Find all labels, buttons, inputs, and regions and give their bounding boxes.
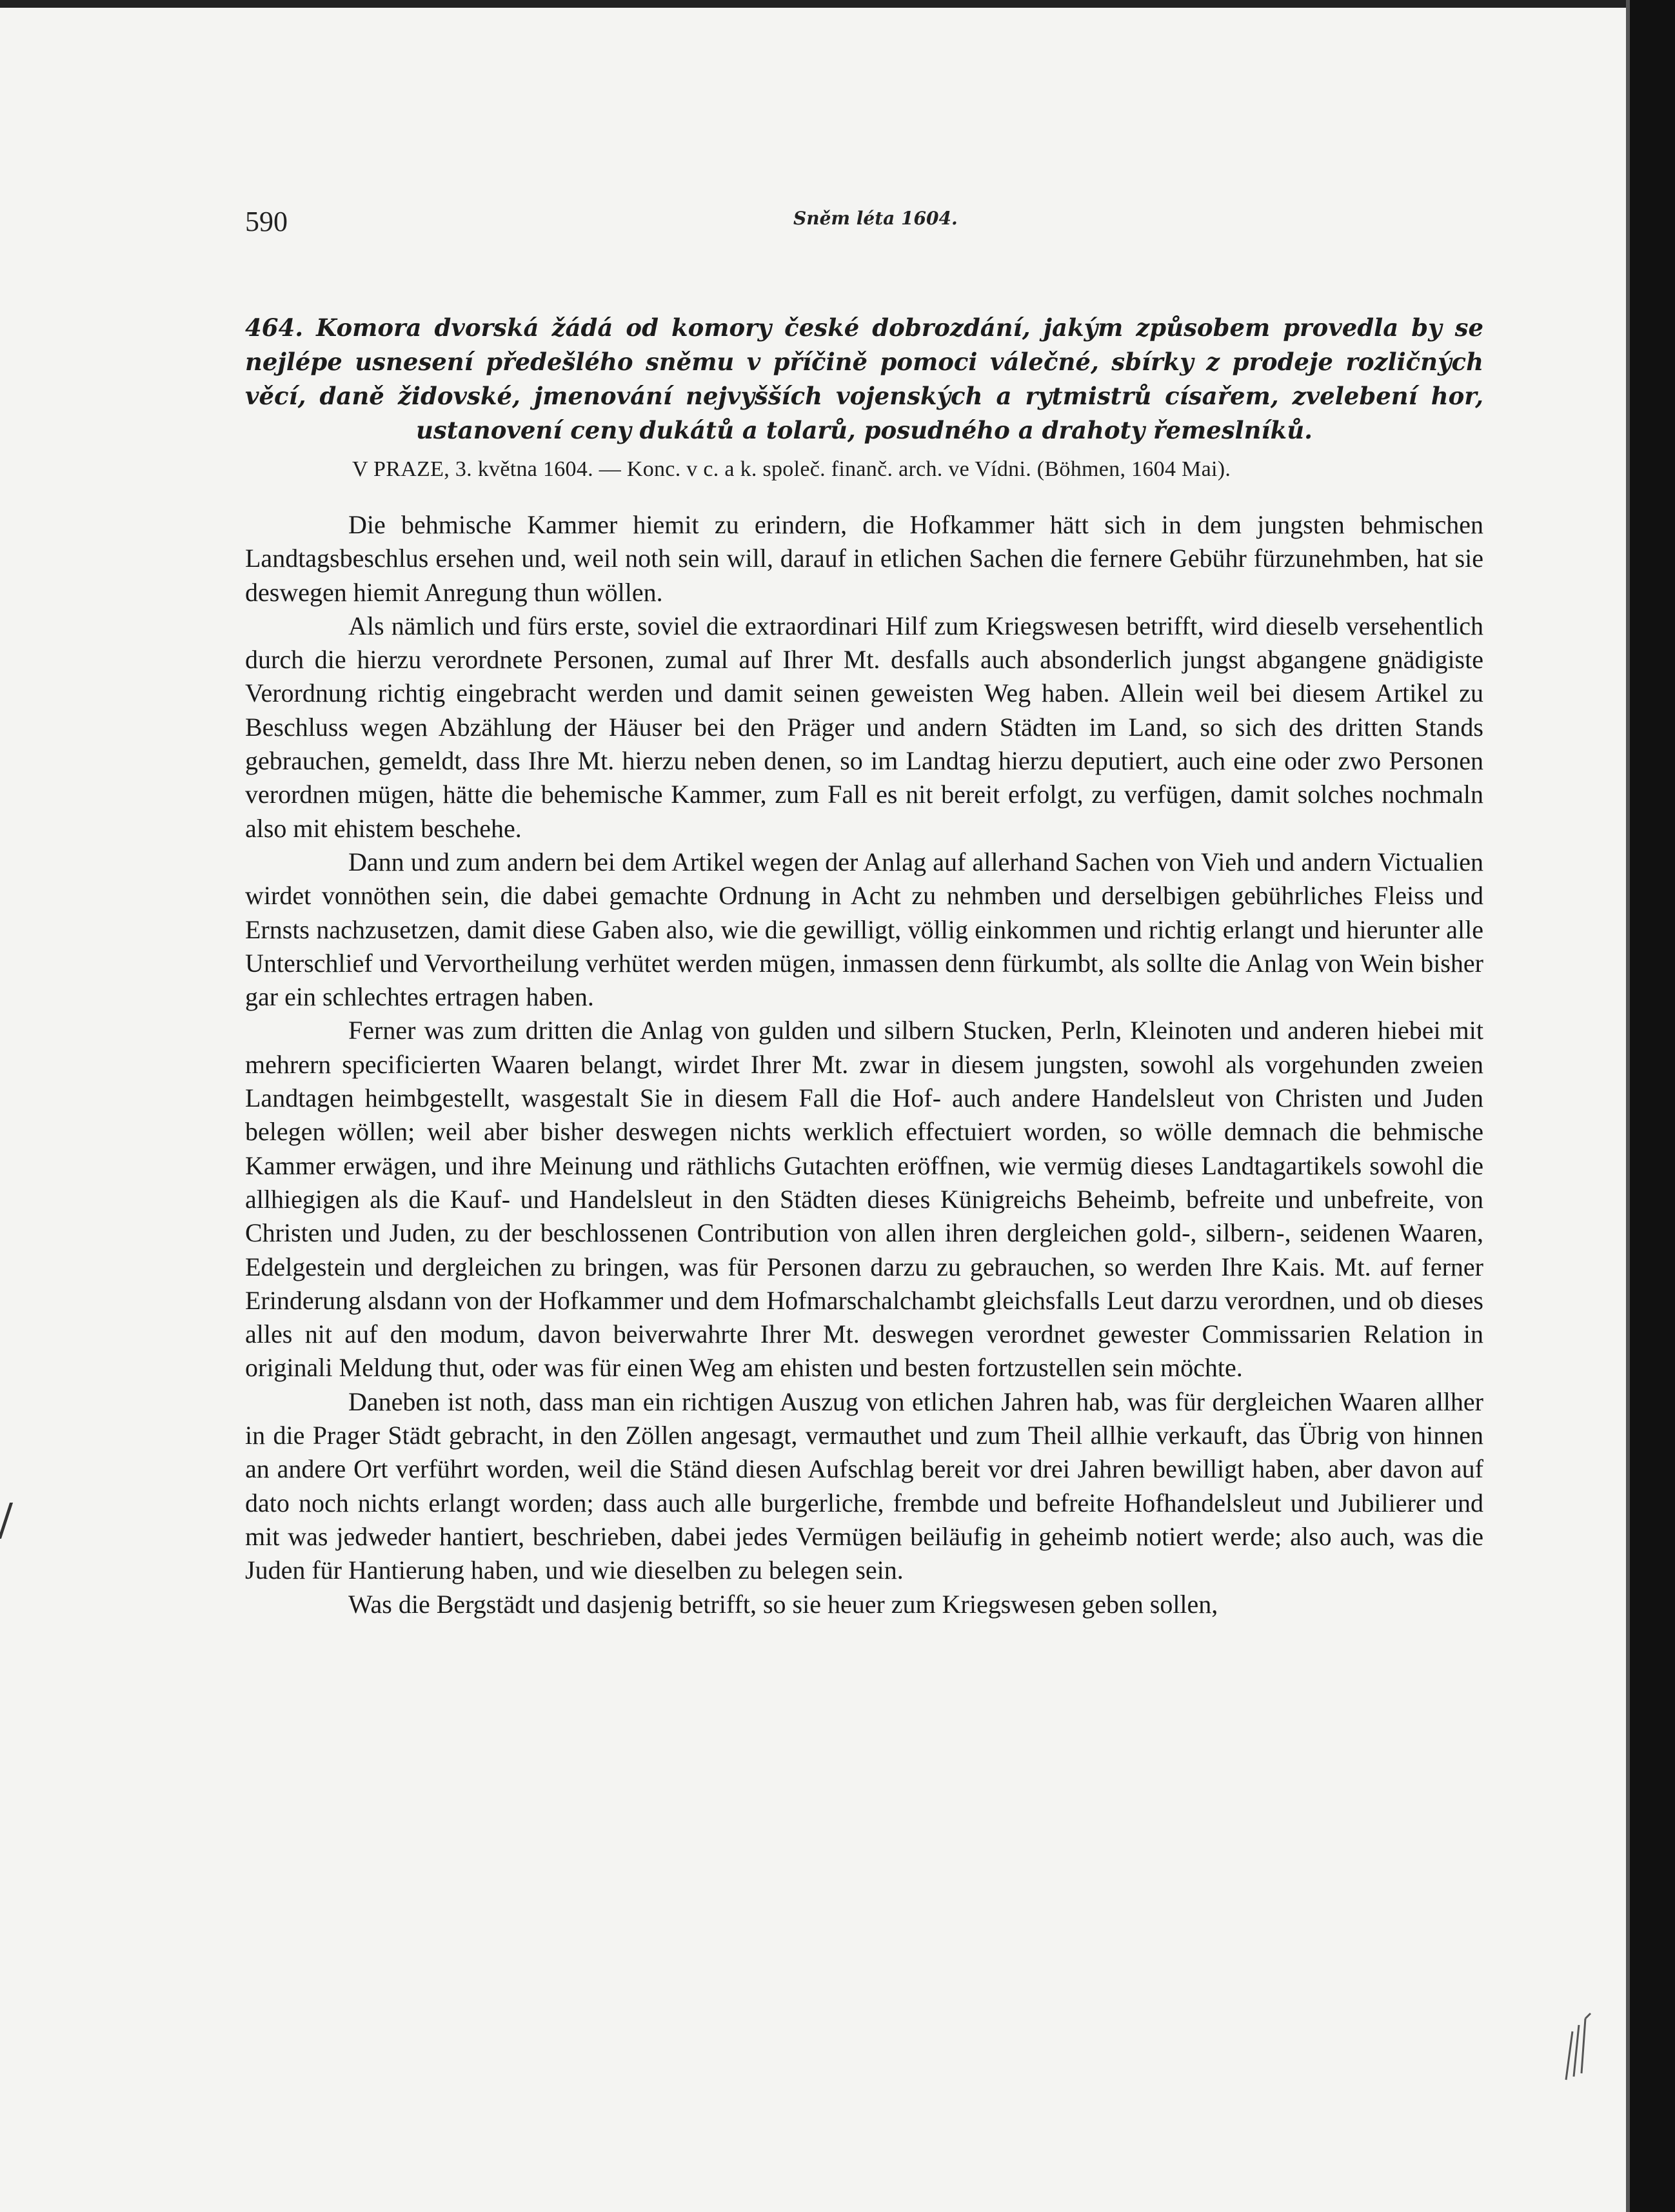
paragraph: Als nämlich und fürs erste, soviel die extraordinari Hilf zum Kriegswesen betrifft, wird dieselb versehentlich durch die hierzu verordnete Personen, zumal auf Ihrer Mt. desfalls auch absonderlich jungst abgangene gnädigiste Verordnung richtig eingebracht werden und damit seinen geweisten Weg haben. Allein weil bei diesem Artikel zu Beschluss wegen Abzählung der Häuser bei den Präger und andern Städten im Land, so sich des dritten Stands gebrauchen, gemeldt, dass Ihre Mt. hierzu neben denen, so im Landtag hierzu deputiert, auch eine oder zwo Personen verordnen mügen, hätte die behemische Kammer, zum Fall es nit bereit erfolgt, zu verfügen, damit solches nochmaln also mit ehistem beschehe. [245, 611, 1483, 843]
document-heading: 464. Komora dvorská žádá od komory české dobrozdání, jakým způsobem provedla by se nejlépe usnesení předešlého sněmu v příčině pomoci válečné, sbírky z prodeje rozličných věcí, daně židovské, jmenování nejvyšších vojenských a rytmistrů císařem, zvelebení hor, ustanovení ceny dukátů a tolarů, posudného a drahoty řemeslníků. [245, 313, 1483, 444]
page-number: 590 [245, 206, 288, 237]
document-body [245, 508, 1483, 1621]
paragraph: Die behmische Kammer hiemit zu erindern, die Hofkammer hätt sich in dem jungsten behmischen Landtagsbeschlus ersehen und, weil noth sein will, darauf in etlichen Sachen die fernere Gebühr fürzunehmben, hat sie deswegen hiemit Anregung thun wöllen. [245, 510, 1483, 607]
paragraph: Daneben ist noth, dass man ein richtigen Auszug von etlichen Jahren hab, was für dergleichen Waaren allher in die Prager Städt gebracht, in den Zöllen angesagt, vermauthet und zum Theil allhie verkauft, das Übrig von hinnen an andere Ort verführt worden, weil die Ständ diesen Aufschlag bereit vor drei Jahren bewilligt haben, aber davon auf dato noch nichts erlangt worden; dass auch alle burgerliche, frembde und befreite Hofhandelsleut und Jubilierer und mit was jedweder hantiert, beschrieben, dabei jedes Vermügen beiläufig in geheimb notiert werde; also auch, was die Juden für Hantierung haben, und wie dieselben zu belegen sein. [245, 1387, 1483, 1585]
running-head [245, 205, 1458, 244]
scan-top-edge [0, 0, 1675, 8]
scan-right-edge [1630, 0, 1675, 2212]
margin-mark [0, 1503, 22, 1539]
pencil-mark-icon [1560, 2006, 1598, 2083]
paragraph: Ferner was zum dritten die Anlag von gulden und silbern Stucken, Perln, Kleinoten und anderen hiebei mit mehrern specificierten Waaren belangt, wirdet Ihrer Mt. zwar in diesem jungsten, sowohl als vorgehunden zweien Landtagen heimbgestellt, wasgestalt Sie in diesem Fall die Hof- auch andere Handelsleut von Christen und Juden belegen wöllen; weil aber bisher deswegen nichts werklich effectuiert worden, so wölle demnach die behmische Kammer erwägen, und ihre Meinung und räthlichs Gutachten eröffnen, wie vermüg dieses Landtagartikels sowohl die allhiegigen als die Kauf- und Handelsleut in den Städten dieses Künigreichs Beheimb, befreite und unbefreite, von Christen und Juden, zu der beschlossenen Contribution von allen ihren dergleichen gold-, silbern-, seidenen Waaren, Edelgestein und dergleichen zu bringen, was für Personen darzu zu gebrauchen, so werden Ihre Kais. Mt. auf ferner Erinderung alsdann von der Hofkammer und dem Hofmarschalchambt gleichsfalls Leut darzu verordnen, und ob dieses alles nit auf den modum, davon beiverwahrte Ihrer Mt. deswegen verordnet gewester Commissarien Relation in originali Meldung thut, oder was für einen Weg am ehisten und besten fortzustellen sein möchte. [245, 1016, 1483, 1383]
document-source-line: V PRAZE, 3. května 1604. — Konc. v c. a k. společ. finanč. arch. ve Vídni. (Böhmen, 1604 Mai). [352, 457, 1231, 481]
paragraph: Dann und zum andern bei dem Artikel wegen der Anlag auf allerhand Sachen von Vieh und andern Victualien wirdet vonnöthen sein, die dabei gemachte Ordnung in Acht zu nehmben und derselbigen gebührliches Fleiss und Ernsts nachzusetzen, damit diese Gaben also, wie die gewilligt, völlig einkommen und richtig erlangt und hierunter alle Unterschlief und Vervortheilung verhütet werden mügen, inmassen denn fürkumbt, als sollte die Anlag von Wein bisher gar ein schlechtes ertragen haben. [245, 847, 1483, 1012]
paragraph: Was die Bergstädt und dasjenig betrifft, so sie heuer zum Kriegswesen geben sollen, [348, 1589, 1218, 1619]
header-title: Sněm léta 1604. [793, 208, 958, 229]
